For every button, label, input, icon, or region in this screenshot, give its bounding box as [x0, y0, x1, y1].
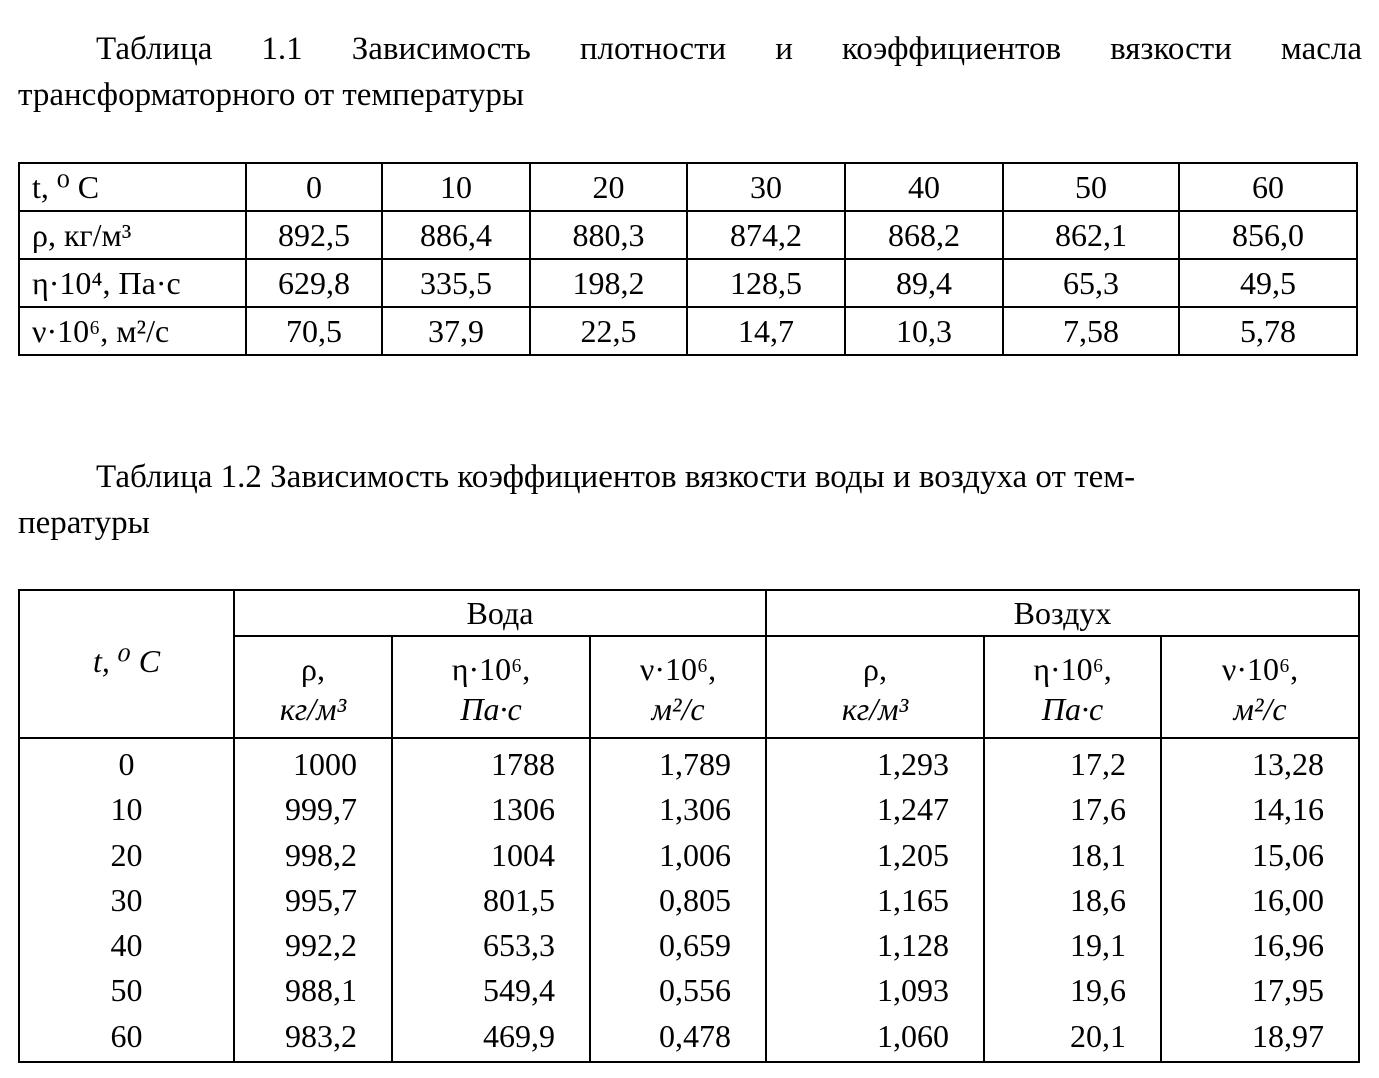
table-cell: 988,1 — [234, 968, 392, 1013]
table-cell: 1,247 — [766, 787, 984, 832]
air-kinematic-viscosity-header — [1161, 636, 1359, 738]
table-cell: 7,58 — [1003, 307, 1179, 355]
table-cell: 18,97 — [1161, 1014, 1359, 1062]
table-cell: 0,556 — [590, 968, 766, 1013]
table-row — [19, 211, 1357, 259]
water-density-header — [234, 636, 392, 738]
table-cell: 0,805 — [590, 878, 766, 923]
table-cell: 335,5 — [382, 259, 530, 307]
table-cell: 856,0 — [1179, 211, 1357, 259]
header-symbol: η·10⁶, — [1033, 651, 1112, 687]
header-unit: Па·с — [460, 691, 522, 727]
table-cell: 49,5 — [1179, 259, 1357, 307]
header-unit: Па·с — [1041, 691, 1104, 727]
water-kinematic-viscosity-header — [590, 636, 766, 738]
table2-caption — [18, 454, 1362, 546]
temperature-header-label: t, ⁰ C — [92, 643, 161, 679]
table-body — [19, 738, 1359, 1062]
table-cell: 1,293 — [766, 738, 984, 787]
table-cell: 0,659 — [590, 923, 766, 968]
table-cell: 17,2 — [984, 738, 1161, 787]
table-cell: 1788 — [392, 738, 590, 787]
table-row — [19, 923, 1359, 968]
header-symbol: ρ, — [863, 651, 887, 687]
density-row-label: ρ, кг/м³ — [19, 211, 246, 259]
table-cell: 0,478 — [590, 1014, 766, 1062]
table-cell: 862,1 — [1003, 211, 1179, 259]
header-unit: м²/с — [651, 691, 705, 727]
table-cell: 653,3 — [392, 923, 590, 968]
table-cell: 40 — [845, 163, 1003, 211]
temperature-cell: 40 — [19, 923, 234, 968]
header-symbol: ρ, — [301, 651, 325, 687]
table-cell: 18,1 — [984, 833, 1161, 878]
air-group-header: Воздух — [766, 590, 1359, 636]
table-cell: 198,2 — [530, 259, 687, 307]
table-cell: 999,7 — [234, 787, 392, 832]
water-dynamic-viscosity-header — [392, 636, 590, 738]
table-cell: 13,28 — [1161, 738, 1359, 787]
table-cell: 18,6 — [984, 878, 1161, 923]
air-dynamic-viscosity-header — [984, 636, 1161, 738]
table-cell: 22,5 — [530, 307, 687, 355]
table-cell: 801,5 — [392, 878, 590, 923]
table-cell: 50 — [1003, 163, 1179, 211]
table-cell: 1,128 — [766, 923, 984, 968]
temperature-cell: 60 — [19, 1014, 234, 1062]
table-cell: 992,2 — [234, 923, 392, 968]
temperature-cell: 50 — [19, 968, 234, 1013]
header-symbol: η·10⁶, — [451, 651, 531, 687]
water-air-viscosity-table — [18, 589, 1360, 1063]
table-cell: 17,6 — [984, 787, 1161, 832]
table-cell: 880,3 — [530, 211, 687, 259]
table-row — [19, 307, 1357, 355]
table-cell: 1,060 — [766, 1014, 984, 1062]
table-cell: 469,9 — [392, 1014, 590, 1062]
table-row — [19, 163, 1357, 211]
table-cell: 1,306 — [590, 787, 766, 832]
kinematic-viscosity-row-label: ν·10⁶, м²/с — [19, 307, 246, 355]
table-cell: 549,4 — [392, 968, 590, 1013]
table-cell: 15,06 — [1161, 833, 1359, 878]
temperature-header — [19, 590, 234, 738]
table-cell: 14,7 — [687, 307, 845, 355]
table-cell: 995,7 — [234, 878, 392, 923]
header-symbol: ν·10⁶, — [639, 651, 717, 687]
table-cell: 60 — [1179, 163, 1357, 211]
table-cell: 1,006 — [590, 833, 766, 878]
table-cell: 1306 — [392, 787, 590, 832]
table2-caption-line2: пературы — [18, 505, 150, 541]
water-group-header: Вода — [234, 590, 766, 636]
table-cell: 128,5 — [687, 259, 845, 307]
dynamic-viscosity-row-label: η·10⁴, Па·с — [19, 259, 246, 307]
temperature-header: t, ⁰ C — [19, 163, 246, 211]
table-cell: 89,4 — [845, 259, 1003, 307]
table1-caption — [18, 26, 1362, 118]
table2-caption-line1: Таблица 1.2 Зависимость коэффициентов вязкости воды и воздуха от тем- — [96, 459, 1136, 495]
table-cell: 30 — [687, 163, 845, 211]
table-cell: 20 — [530, 163, 687, 211]
table-cell: 5,78 — [1179, 307, 1357, 355]
header-unit: кг/м³ — [841, 691, 909, 727]
header-symbol: ν·10⁶, — [1221, 651, 1299, 687]
table-cell: 1000 — [234, 738, 392, 787]
temperature-cell: 10 — [19, 787, 234, 832]
table-cell: 19,1 — [984, 923, 1161, 968]
table-cell: 37,9 — [382, 307, 530, 355]
table-row — [19, 259, 1357, 307]
header-unit: м²/с — [1233, 691, 1287, 727]
temperature-cell: 20 — [19, 833, 234, 878]
table-cell: 19,6 — [984, 968, 1161, 1013]
table-cell: 14,16 — [1161, 787, 1359, 832]
table-cell: 70,5 — [246, 307, 382, 355]
temperature-cell: 30 — [19, 878, 234, 923]
table-cell: 0 — [246, 163, 382, 211]
table-cell: 10,3 — [845, 307, 1003, 355]
table-cell: 868,2 — [845, 211, 1003, 259]
table-row — [19, 787, 1359, 832]
table-row — [19, 738, 1359, 787]
table1-caption-text: Таблица 1.1 Зависимость плотности и коэффициентов вязкости масла трансформаторного от температуры — [18, 31, 1362, 113]
table-cell: 65,3 — [1003, 259, 1179, 307]
table-cell: 629,8 — [246, 259, 382, 307]
table-cell: 16,00 — [1161, 878, 1359, 923]
table-cell: 10 — [382, 163, 530, 211]
table-row — [19, 878, 1359, 923]
table-cell: 20,1 — [984, 1014, 1161, 1062]
table-row — [19, 968, 1359, 1013]
table-cell: 1,205 — [766, 833, 984, 878]
table-cell: 892,5 — [246, 211, 382, 259]
table-cell: 1,789 — [590, 738, 766, 787]
table-cell: 998,2 — [234, 833, 392, 878]
oil-properties-table — [18, 162, 1358, 356]
table-cell: 1,165 — [766, 878, 984, 923]
table-row — [19, 1014, 1359, 1062]
table-cell: 983,2 — [234, 1014, 392, 1062]
table-cell: 16,96 — [1161, 923, 1359, 968]
table-cell: 886,4 — [382, 211, 530, 259]
table-cell: 1,093 — [766, 968, 984, 1013]
table-cell: 17,95 — [1161, 968, 1359, 1013]
table-row — [19, 833, 1359, 878]
header-unit: кг/м³ — [279, 691, 347, 727]
table-cell: 874,2 — [687, 211, 845, 259]
table-header-row — [19, 590, 1359, 636]
temperature-cell: 0 — [19, 738, 234, 787]
table-cell: 1004 — [392, 833, 590, 878]
air-density-header — [766, 636, 984, 738]
